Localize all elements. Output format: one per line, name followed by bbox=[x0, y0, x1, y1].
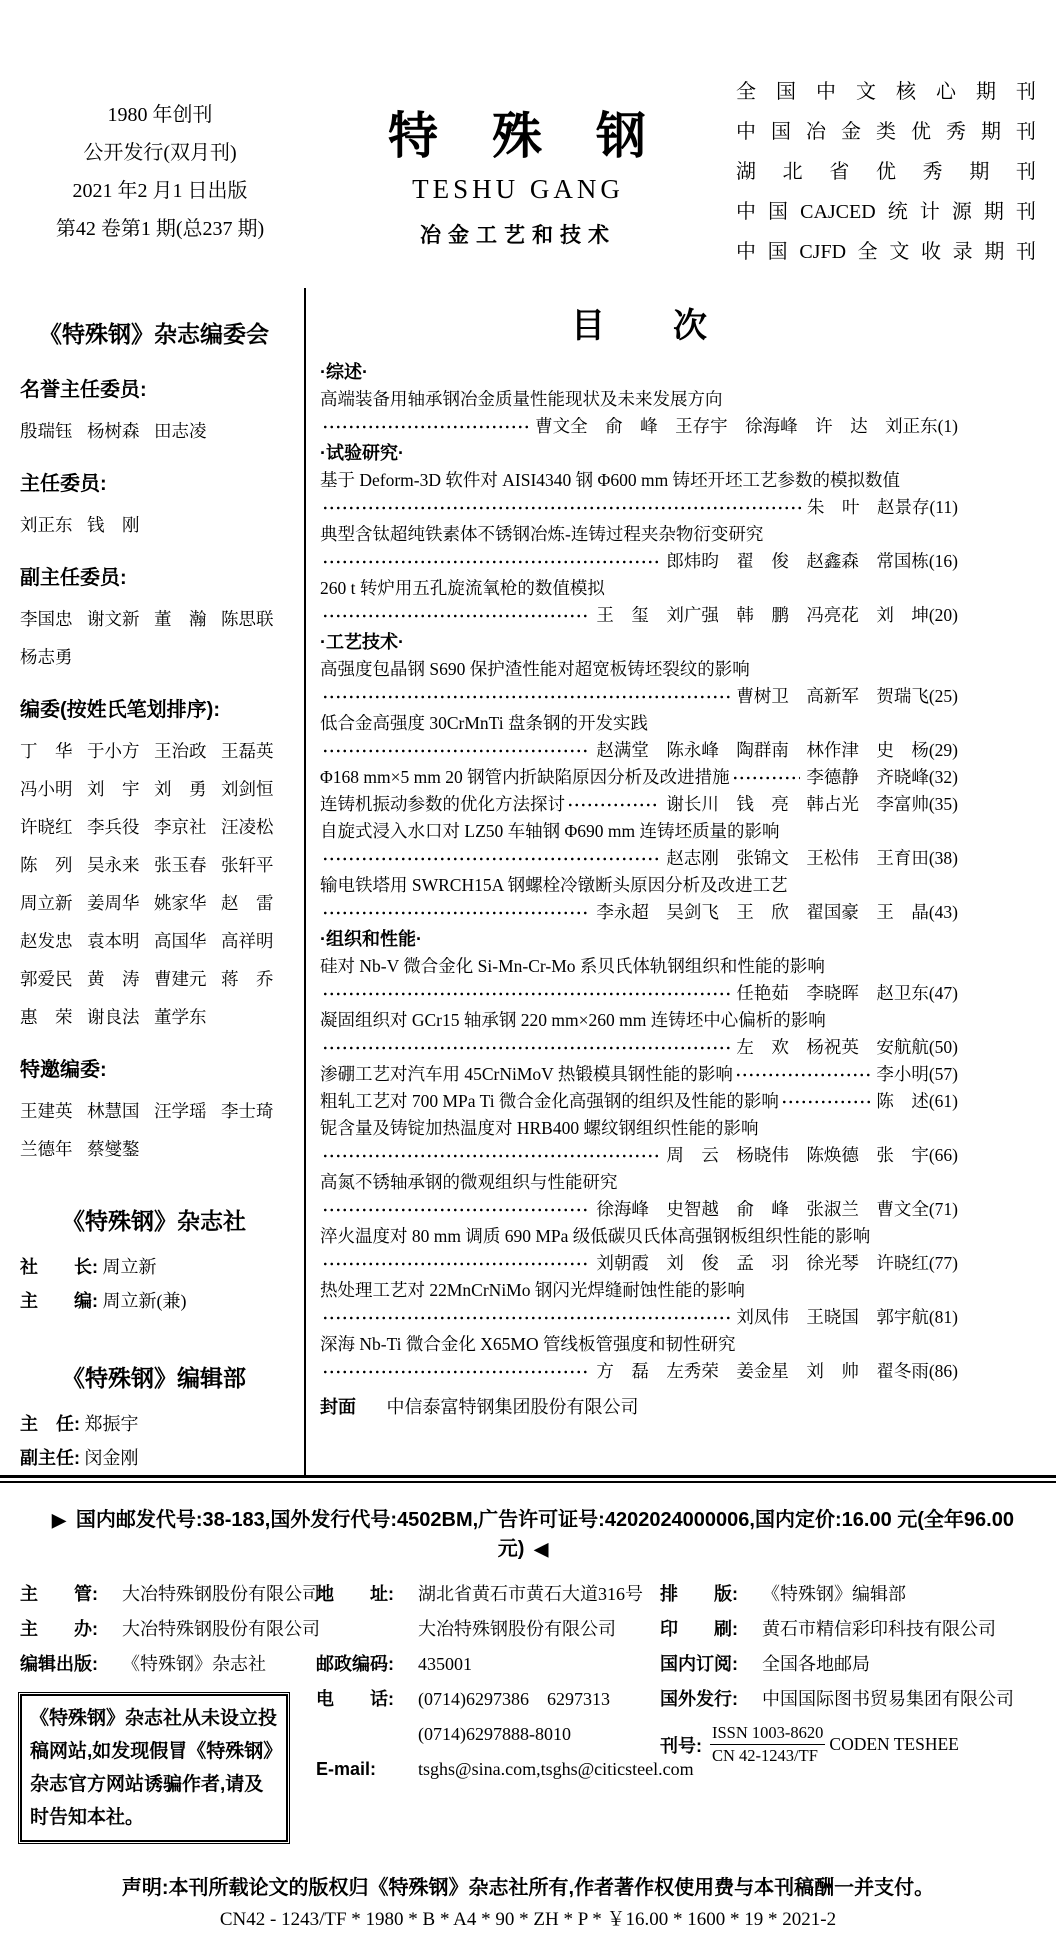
footer-row bbox=[20, 1647, 316, 1682]
editorial-groups bbox=[20, 373, 288, 1161]
footer-row-label: 排 版: bbox=[660, 1584, 738, 1604]
footer-row-label: 印 刷: bbox=[660, 1619, 738, 1639]
footer-row-value: 《特殊钢》杂志社 bbox=[122, 1654, 266, 1674]
article-title: 基于 Deform-3D 软件对 AISI4340 钢 Φ600 mm 铸坯开坯工艺参数的模拟数值 bbox=[320, 470, 901, 490]
member-name: 吴永来 bbox=[87, 855, 140, 875]
toc-article bbox=[320, 737, 958, 764]
member-name: 于小方 bbox=[87, 741, 140, 761]
editorial-board-title: 《特殊钢》杂志编委会 bbox=[39, 321, 269, 347]
dept-row bbox=[20, 1407, 288, 1441]
dotted-leader bbox=[732, 770, 801, 786]
footer-row bbox=[316, 1717, 660, 1752]
member-name: 张轩平 bbox=[221, 855, 274, 875]
toc-section-label: ·组织和性能· bbox=[320, 929, 422, 949]
toc-article bbox=[320, 791, 958, 818]
member-name: 汪凌松 bbox=[221, 817, 274, 837]
copyright-declaration bbox=[20, 1872, 1036, 1936]
footer-row bbox=[316, 1682, 660, 1717]
footer-row-label: 主 办: bbox=[20, 1619, 98, 1639]
cn-number: CN 42-1243/TF bbox=[712, 1746, 818, 1765]
member-name: 李国忠 bbox=[20, 609, 73, 629]
member-name: 黄 涛 bbox=[87, 969, 140, 989]
toc-article bbox=[320, 1358, 958, 1385]
member-name: 刘 勇 bbox=[154, 779, 207, 799]
member-name: 王治政 bbox=[154, 741, 207, 761]
member-name: 姜周华 bbox=[87, 893, 140, 913]
catalog-code-line: CN42 - 1243/TF * 1980 * B * A4 * 90 * ZH * P * ￥16.00 * 1600 * 19 * 2021-2 bbox=[219, 1909, 837, 1930]
dotted-leader bbox=[322, 1364, 590, 1380]
footer-row bbox=[316, 1647, 660, 1682]
member-grid bbox=[20, 418, 288, 443]
article-title: 高强度包晶钢 S690 保护渣性能对超宽板铸坯裂纹的影响 bbox=[320, 659, 750, 679]
article-authors: 刘朝霞 刘 俊 孟 羽 徐光琴 许晓红(77) bbox=[596, 1253, 958, 1273]
member-name: 陈思联 bbox=[221, 609, 274, 629]
journal-subtitle: 冶金工艺和技术 bbox=[420, 223, 616, 247]
postal-bar-text: 国内邮发代号:38-183,国外发行代号:4502BM,广告许可证号:4202024000006,国内定价:16.00 元(全年96.00 元) bbox=[75, 1509, 1014, 1560]
article-title: 热处理工艺对 22MnCrNiMo 钢闪光焊缝耐蚀性能的影响 bbox=[320, 1280, 745, 1300]
right-pointer-icon: ▶ bbox=[52, 1510, 66, 1530]
footer-row-value: 中国国际图书贸易集团有限公司 bbox=[762, 1689, 1014, 1709]
member-name: 刘 宇 bbox=[87, 779, 140, 799]
issn-cn-fraction bbox=[710, 1723, 825, 1766]
footer-row bbox=[316, 1612, 660, 1647]
member-name: 许晓红 bbox=[20, 817, 73, 837]
footer-row-label: 编辑出版: bbox=[20, 1654, 98, 1674]
dotted-leader bbox=[322, 608, 590, 624]
dotted-leader bbox=[322, 1148, 660, 1164]
article-title: 高氮不锈轴承钢的微观组织与性能研究 bbox=[320, 1172, 618, 1192]
group-label: 特邀编委: bbox=[20, 1059, 107, 1081]
toc-article bbox=[320, 1088, 958, 1115]
member-name: 郭爱民 bbox=[20, 969, 73, 989]
journal-title-pinyin: TESHU GANG bbox=[412, 173, 624, 204]
member-name: 钱 刚 bbox=[87, 515, 140, 535]
footer-row bbox=[20, 1612, 320, 1647]
declaration-line: 声明:本刊所载论文的版权归《特殊钢》杂志社所有,作者著作权使用费与本刊稿酬一并支付。 bbox=[121, 1877, 935, 1899]
issue-number-row bbox=[660, 1723, 1036, 1766]
member-name: 杨树森 bbox=[87, 421, 140, 441]
toc-article bbox=[320, 683, 958, 710]
group-label: 副主任委员: bbox=[20, 567, 127, 589]
journal-honors bbox=[736, 72, 1036, 272]
footer-col3-rows bbox=[660, 1577, 1036, 1717]
article-authors: 曹文全 俞 峰 王存宇 徐海峰 许 达 刘正东(1) bbox=[535, 416, 958, 436]
dotted-leader bbox=[322, 1256, 590, 1272]
member-name: 高祥明 bbox=[221, 931, 274, 951]
footer-row-value: 大冶特殊钢股份有限公司 bbox=[122, 1619, 320, 1639]
article-authors: 周 云 杨晓伟 陈焕德 张 宇(66) bbox=[666, 1145, 958, 1165]
dotted-leader bbox=[781, 1094, 870, 1110]
footer-row-value: 《特殊钢》编辑部 bbox=[762, 1584, 906, 1604]
dotted-leader bbox=[322, 1202, 590, 1218]
article-title: 低合金高强度 30CrMnTi 盘条钢的开发实践 bbox=[320, 713, 648, 733]
cover-value: 中信泰富特钢集团股份有限公司 bbox=[386, 1397, 639, 1417]
member-name: 王磊英 bbox=[221, 741, 274, 761]
toc-section-label: ·试验研究· bbox=[320, 443, 404, 463]
editorial-group bbox=[20, 561, 288, 669]
table-of-contents bbox=[306, 288, 1036, 1475]
footer-row-label: 国外发行: bbox=[660, 1689, 738, 1709]
postal-bar bbox=[20, 1503, 1036, 1561]
toc-section-label: ·综述· bbox=[320, 362, 368, 382]
article-authors: 任艳茹 李晓晖 赵卫东(47) bbox=[736, 983, 958, 1003]
editorial-group bbox=[20, 467, 288, 537]
article-title: 硅对 Nb-V 微合金化 Si-Mn-Cr-Mo 系贝氏体轨钢组织和性能的影响 bbox=[320, 956, 825, 976]
member-name: 李京社 bbox=[154, 817, 207, 837]
article-authors: 曹树卫 高新军 贺瑞飞(25) bbox=[736, 686, 958, 706]
article-authors: 谢长川 钱 亮 韩占光 李富帅(35) bbox=[666, 794, 958, 814]
toc-article bbox=[320, 1304, 958, 1331]
anti-fraud-notice: 《特殊钢》杂志社从未设立投稿网站,如发现假冒《特殊钢》杂志官方网站诱骗作者,请及时告知本社。 bbox=[20, 1694, 288, 1842]
toc-article bbox=[320, 764, 958, 791]
member-name: 李兵役 bbox=[87, 817, 140, 837]
footer-row-value: (0714)6297386 6297313 bbox=[418, 1689, 610, 1709]
member-name: 惠 荣 bbox=[20, 1007, 73, 1027]
dotted-leader bbox=[567, 797, 660, 813]
toc-article bbox=[320, 494, 958, 521]
cover-credit bbox=[320, 1393, 958, 1419]
honor-line: 全国中文核心期刊 bbox=[736, 81, 1036, 103]
article-title: Φ168 mm×5 mm 20 钢管内折缺陷原因分析及改进措施 bbox=[320, 767, 730, 787]
toc-article bbox=[320, 1034, 958, 1061]
article-title: 连铸机振动参数的优化方法探讨 bbox=[320, 794, 565, 814]
press-row bbox=[20, 1250, 288, 1284]
article-authors: 左 欢 杨祝英 安航航(50) bbox=[736, 1037, 958, 1057]
imprint-block bbox=[20, 1577, 1036, 1842]
article-authors: 方 磊 左秀荣 姜金星 刘 帅 翟冬雨(86) bbox=[596, 1361, 958, 1381]
article-authors: 王 玺 刘广强 韩 鹏 冯亮花 刘 坤(20) bbox=[596, 605, 958, 625]
member-name: 刘剑恒 bbox=[221, 779, 274, 799]
press-row bbox=[20, 1284, 288, 1318]
toc-section-label: ·工艺技术· bbox=[320, 632, 404, 652]
article-title: 凝固组织对 GCr15 轴承钢 220 mm×260 mm 连铸坯中心偏析的影响 bbox=[320, 1010, 826, 1030]
footer-row-label: 主 管: bbox=[20, 1584, 98, 1604]
coden-code: CODEN TESHEE bbox=[829, 1734, 959, 1754]
editorial-group bbox=[20, 693, 288, 1029]
toc-article bbox=[320, 1196, 958, 1223]
footer-row bbox=[660, 1647, 1036, 1682]
article-authors: 李德静 齐晓峰(32) bbox=[806, 767, 958, 787]
group-label: 编委(按姓氏笔划排序): bbox=[20, 699, 220, 721]
article-title: 典型含钛超纯铁素体不锈钢冶炼-连铸过程夹杂物衍变研究 bbox=[320, 524, 764, 544]
footer-row-value: 全国各地邮局 bbox=[762, 1654, 870, 1674]
article-title: 输电铁塔用 SWRCH15A 钢螺栓冷镦断头原因分析及改进工艺 bbox=[320, 875, 788, 895]
member-name: 刘正东 bbox=[20, 515, 73, 535]
dotted-leader bbox=[735, 1067, 870, 1083]
cover-label: 封面 bbox=[320, 1397, 356, 1417]
member-grid bbox=[20, 606, 288, 669]
press-row-value: 周立新(兼) bbox=[102, 1291, 187, 1311]
member-name: 姚家华 bbox=[154, 893, 207, 913]
dotted-leader bbox=[322, 905, 590, 921]
member-name: 曹建元 bbox=[154, 969, 207, 989]
article-authors: 赵满堂 陈永峰 陶群南 林作津 史 杨(29) bbox=[596, 740, 958, 760]
toc-sections bbox=[320, 359, 958, 1385]
press-row-label: 社 长: bbox=[20, 1257, 98, 1277]
journal-title-block bbox=[353, 96, 683, 249]
footer-row-value: 湖北省黄石市黄石大道316号 bbox=[418, 1584, 643, 1604]
toc-article bbox=[320, 845, 958, 872]
footer-row-label: 地 址: bbox=[316, 1584, 394, 1604]
dotted-leader bbox=[322, 1310, 730, 1326]
article-authors: 李永超 吴剑飞 王 欣 翟国豪 王 晶(43) bbox=[596, 902, 958, 922]
article-authors: 赵志刚 张锦文 王松伟 王育田(38) bbox=[666, 848, 958, 868]
footer-row bbox=[660, 1612, 1036, 1647]
dotted-leader bbox=[322, 554, 660, 570]
dept-row-value: 闵金刚 bbox=[84, 1448, 139, 1468]
toc-article bbox=[320, 548, 958, 575]
article-title: 渗硼工艺对汽车用 45CrNiMoV 热锻模具钢性能的影响 bbox=[320, 1064, 733, 1084]
member-grid bbox=[20, 512, 288, 537]
dotted-leader bbox=[322, 500, 801, 516]
footer-row-value: (0714)6297888-8010 bbox=[418, 1724, 571, 1744]
dept-row-value: 郑振宇 bbox=[84, 1414, 139, 1434]
honor-line: 中国冶金类优秀期刊 bbox=[736, 121, 1036, 143]
article-title: 自旋式浸入水口对 LZ50 车轴钢 Φ690 mm 连铸坯质量的影响 bbox=[320, 821, 780, 841]
footer-row-value: 大冶特殊钢股份有限公司 bbox=[418, 1619, 616, 1639]
editorial-sidebar bbox=[20, 288, 306, 1475]
toc-article bbox=[320, 980, 958, 1007]
toc-title: 目 次 bbox=[571, 308, 707, 345]
member-name: 陈 列 bbox=[20, 855, 73, 875]
member-name: 兰德年 bbox=[20, 1139, 73, 1159]
group-label: 名誉主任委员: bbox=[20, 379, 147, 401]
article-authors: 李小明(57) bbox=[876, 1064, 958, 1084]
toc-article bbox=[320, 899, 958, 926]
footer-row-value: 435001 bbox=[418, 1654, 472, 1674]
member-name: 冯小明 bbox=[20, 779, 73, 799]
dept-row bbox=[20, 1441, 288, 1475]
footer-row-value: 黄石市精信彩印科技有限公司 bbox=[762, 1619, 996, 1639]
honor-line: 中国CJFD全文收录期刊 bbox=[736, 241, 1036, 263]
article-authors: 郎炜昀 翟 俊 赵鑫森 常国栋(16) bbox=[666, 551, 958, 571]
member-name: 蒋 乔 bbox=[221, 969, 274, 989]
member-name: 董 瀚 bbox=[154, 609, 207, 629]
dotted-leader bbox=[322, 851, 660, 867]
member-name: 汪学瑶 bbox=[154, 1101, 207, 1121]
member-name: 赵发忠 bbox=[20, 931, 73, 951]
article-title: 260 t 转炉用五孔旋流氧枪的数值模拟 bbox=[320, 578, 605, 598]
member-name: 杨志勇 bbox=[20, 647, 73, 667]
footer-row bbox=[660, 1682, 1036, 1717]
masthead bbox=[20, 0, 1036, 272]
member-grid bbox=[20, 1098, 288, 1161]
horizontal-divider bbox=[0, 1475, 1056, 1483]
member-name: 蔡燮鏊 bbox=[87, 1139, 140, 1159]
article-title: 铌含量及铸锭加热温度对 HRB400 螺纹钢组织性能的影响 bbox=[320, 1118, 759, 1138]
article-authors: 刘凤伟 王晓国 郭宇航(81) bbox=[736, 1307, 958, 1327]
footer-row-label: 邮政编码: bbox=[316, 1654, 394, 1674]
footer-row bbox=[20, 1577, 320, 1612]
member-name: 袁本明 bbox=[87, 931, 140, 951]
toc-article bbox=[320, 1061, 958, 1088]
footer-row-value: 大冶特殊钢股份有限公司 bbox=[122, 1584, 320, 1604]
footer-row bbox=[316, 1752, 694, 1787]
article-authors: 朱 叶 赵景存(11) bbox=[806, 497, 958, 517]
article-authors: 陈 述(61) bbox=[876, 1091, 958, 1111]
article-title: 深海 Nb-Ti 微合金化 X65MO 管线板管强度和韧性研究 bbox=[320, 1334, 736, 1354]
issue-number-label: 刊号: bbox=[660, 1735, 702, 1756]
member-name: 谢良法 bbox=[87, 1007, 140, 1027]
member-name: 周立新 bbox=[20, 893, 73, 913]
member-name: 王建英 bbox=[20, 1101, 73, 1121]
dotted-leader bbox=[322, 1040, 730, 1056]
toc-article bbox=[320, 602, 958, 629]
publish-date-line: 2021 年2 月1 日出版 bbox=[72, 180, 248, 202]
dotted-leader bbox=[322, 743, 590, 759]
issn-number: ISSN 1003-8620 bbox=[710, 1723, 825, 1745]
footer-row-label: 国内订阅: bbox=[660, 1654, 738, 1674]
honor-line: 中国CAJCED统计源期刊 bbox=[736, 201, 1036, 223]
dotted-leader bbox=[322, 419, 529, 435]
toc-article bbox=[320, 1142, 958, 1169]
dept-title: 《特殊钢》编辑部 bbox=[62, 1365, 246, 1391]
group-label: 主任委员: bbox=[20, 473, 107, 495]
member-name: 赵 雷 bbox=[221, 893, 274, 913]
honor-line: 湖北省优秀期刊 bbox=[736, 161, 1036, 183]
footer-row-label: 电 话: bbox=[316, 1689, 394, 1709]
member-name: 谢文新 bbox=[87, 609, 140, 629]
main-content bbox=[20, 288, 1036, 1475]
article-title: 粗轧工艺对 700 MPa Ti 微合金化高强钢的组织及性能的影响 bbox=[320, 1091, 779, 1111]
press-row-label: 主 编: bbox=[20, 1291, 98, 1311]
member-name: 林慧国 bbox=[87, 1101, 140, 1121]
publication-info bbox=[20, 96, 300, 248]
article-authors: 徐海峰 史智越 俞 峰 张淑兰 曹文全(71) bbox=[596, 1199, 958, 1219]
footer-col1-rows bbox=[20, 1577, 320, 1682]
member-name: 丁 华 bbox=[20, 741, 73, 761]
member-name: 殷瑞钰 bbox=[20, 421, 73, 441]
member-name: 李士琦 bbox=[221, 1101, 274, 1121]
member-grid bbox=[20, 738, 288, 1029]
editorial-group bbox=[20, 373, 288, 443]
left-pointer-icon: ◀ bbox=[534, 1539, 549, 1559]
toc-article bbox=[320, 413, 958, 440]
editorial-group bbox=[20, 1053, 288, 1161]
member-name: 田志凌 bbox=[154, 421, 207, 441]
footer-row-value: tsghs@sina.com,tsghs@citicsteel.com bbox=[418, 1759, 694, 1779]
founded-line: 1980 年创刊 bbox=[107, 104, 213, 126]
article-title: 高端装备用轴承钢冶金质量性能现状及未来发展方向 bbox=[320, 389, 723, 409]
member-name: 董学东 bbox=[154, 1007, 207, 1027]
member-name: 高国华 bbox=[154, 931, 207, 951]
volume-issue-line: 第42 卷第1 期(总237 期) bbox=[55, 218, 265, 240]
dotted-leader bbox=[322, 689, 730, 705]
dept-row-label: 副主任: bbox=[20, 1448, 80, 1468]
distribution-line: 公开发行(双月刊) bbox=[83, 142, 237, 164]
imprint-col-right bbox=[660, 1577, 1036, 1842]
journal-title: 特 殊 钢 bbox=[388, 107, 648, 164]
press-title: 《特殊钢》杂志社 bbox=[62, 1208, 246, 1234]
imprint-col-left bbox=[20, 1577, 320, 1842]
footer-row bbox=[316, 1577, 660, 1612]
member-name: 张玉春 bbox=[154, 855, 207, 875]
footer-row-label: E-mail: bbox=[316, 1759, 377, 1779]
article-title: 淬火温度对 80 mm 调质 690 MPa 级低碳贝氏体高强钢板组织性能的影响 bbox=[320, 1226, 871, 1246]
dotted-leader bbox=[322, 986, 730, 1002]
toc-article bbox=[320, 1250, 958, 1277]
footer-row bbox=[660, 1577, 1036, 1612]
dept-row-label: 主 任: bbox=[20, 1414, 80, 1434]
press-row-value: 周立新 bbox=[102, 1257, 157, 1277]
